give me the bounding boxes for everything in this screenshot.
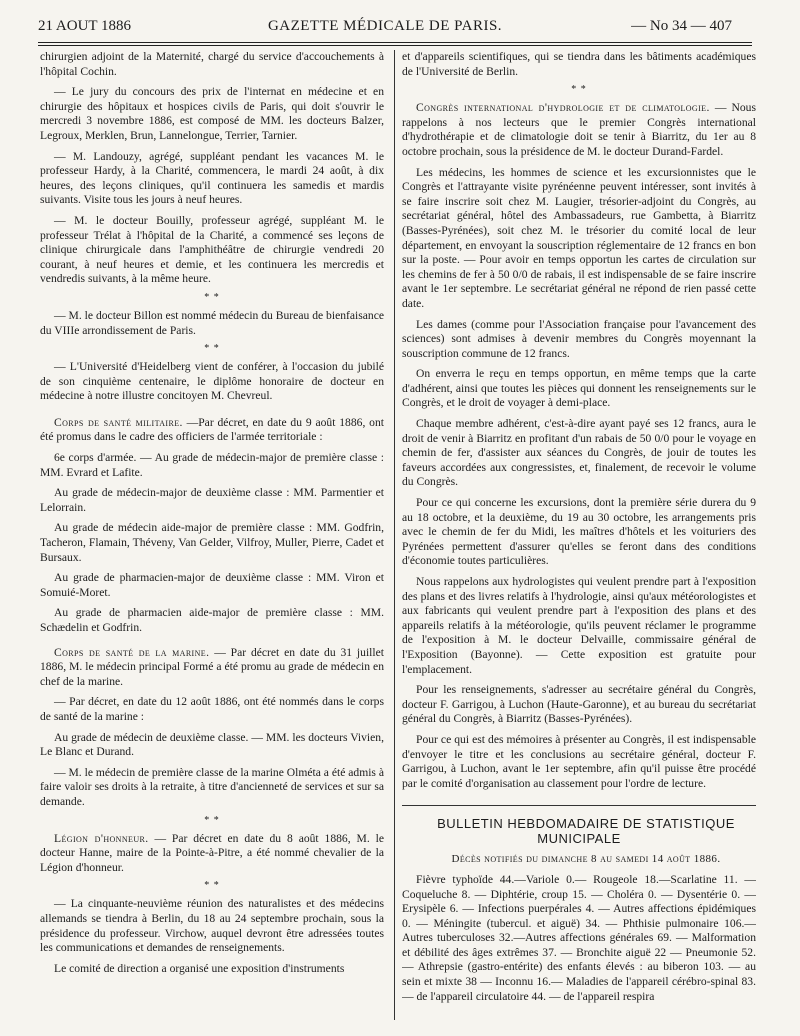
paragraph: Pour ce qui est des mémoires à présenter au Congrès, il est indispensable d'envoyer le titre et les conclusions au secrétaire général, docteur F. Garrigou, à Luchon, avant le 1er septembre, afin qu'il puisse être procédé par le comité d'organisation au classement pour l'ordre de lecture. [402, 732, 756, 790]
paragraph: — M. Landouzy, agrégé, suppléant pendant les vacances M. le professeur Hardy, à la Charité, commencera, le mardi 24 août, à dix heures, des leçons cliniques, qu'il continuera les samedis et mardis suivants. Visite tous les jours à neuf heures. [40, 149, 384, 207]
paragraph: Le comité de direction a organisé une exposition d'instruments [54, 961, 345, 975]
section-stars: * * [204, 291, 220, 303]
paragraph: — M. le docteur Billon est nommé médecin du Bureau de bienfaisance du VIIIe arrondissement de Paris. [40, 308, 384, 337]
header-date: 21 AOUT 1886 [38, 18, 132, 34]
paragraph: Les dames (comme pour l'Association française pour l'avancement des sciences) sont admises à devenir membres du Congrès moyennant la souscription commune de 12 francs. [402, 317, 756, 360]
section-stars: * * [204, 880, 220, 892]
bulletin-text: Fièvre typhoïde 44.—Variole 0.— Rougeole 18.—Scarlatine 11. — Coqueluche 8. — Diphtérie, croup 15. — Choléra 0. — Dysentérie 0. — Erysipèle 6. — Infections puerpérales 4. — Autres affections épidémiques 0. — Méningite (tubercul. et aiguë) 34. — Phthisie pulmonaire 106.— Autres tuberculoses 32.—Autres affections générales 69. — Malformation et débilité des âges extrêmes 37. — Bronchite aiguë 22 — Pneumonie 52. — Athrepsie (gastro-entérite) des enfants élevés : au biberon 103. — au sein et mixte 38 — Inconnu 16.— Maladies de l'appareil cérébro-spinal 83. — de l'appareil circulatoire 44. — de l'appareil respira [402, 872, 756, 1003]
paragraph: Chaque membre adhérent, c'est-à-dire ayant payé ses 12 francs, aura le droit de venir à Biarritz en profitant d'un rabais de 50 0/0 pour le voyage en chemin de fer, d'assister aux séances du Congrès, de jouir de toutes les faveurs accordées aux congressistes, et, finalement, de recevoir le volume du Congrès. [402, 417, 756, 489]
header-title: GAZETTE MÉDICALE DE PARIS. [267, 18, 503, 34]
bulletin-title: BULLETIN HEBDOMADAIRE DE STATISTIQUE MUNICIPALE [437, 816, 735, 847]
bulletin-subtitle: Décès notifiés du dimanche 8 au samedi 14 août 1886. [451, 853, 721, 866]
paragraph: chirurgien adjoint de la Maternité, chargé du service d'accouchements à l'hôpital Cochin. [40, 50, 384, 78]
paragraph: Pour les renseignements, s'adresser au secrétaire général du Congrès, docteur F. Garrigou, à Luchon (Haute-Garonne), et au bureau du secrétariat général du Congrès, à Biarritz (Basses-Pyrénées). [402, 683, 756, 726]
paragraph: et d'appareils scientifiques, qui se tiendra dans les bâtiments académiques de l'Université de Berlin. [402, 50, 756, 78]
paragraph: 6e corps d'armée. — Au grade de médecin-major de première classe : MM. Evrard et Lafite. [40, 451, 384, 479]
right-column [402, 50, 756, 1028]
paragraph: Au grade de médecin-major de deuxième classe : MM. Parmentier et Lelorrain. [40, 486, 384, 514]
paragraph [40, 832, 384, 876]
paragraph [40, 646, 384, 690]
header-rule [38, 42, 752, 43]
paragraph: Pour ce qui concerne les excursions, dont la première série durera du 9 au 18 octobre, et la deuxième, du 19 au 30 octobre, les arrangements pris avec le chemin de fer du Midi, les maîtres d'hôtels et les voituriers des Pyrénées permettent d'assurer qu'elles se feront dans des conditions d'économie toutes particulières. [402, 496, 756, 568]
paragraph: On enverra le reçu en temps opportun, en même temps que la carte d'adhérent, ainsi que toutes les pièces qui donnent les renseignements sur le Congrès, et le droit de voyager à demi-place. [402, 367, 756, 410]
paragraph-text: —Par décret, en date du 9 août 1886, ont été promus dans le cadre des officiers de l'armée territoriale : [40, 415, 384, 444]
paragraph-text: — Par décret en date du 8 août 1886, M. le docteur Hanne, maire de la Pointe-à-Pitre, a été nommé chevalier de la Légion d'honneur. [40, 831, 384, 874]
section-stars: * * [571, 84, 587, 96]
paragraph: Les médecins, les hommes de science et les excursionnistes que le Congrès et l'attrayante visite pyrénéenne peuvent intéresser, sont invités à se faire inscrire soit chez M. Laugier, trésorier-adjoint du Congrès, au secrétariat général, hôtel des Ambassadeurs, rue Gambetta, à Biarritz (Basses-Pyrénées), soit chez M. le trésorier du comité local de leur département, en envoyant la souscription réglementaire de 12 francs en bon sur la poste. — Pour avoir en temps opportun les cartes de circulation sur les chemins de fer à 50 0/0 de rabais, il est indispensable de se faire inscrire avant le 1er septembre. Le secrétariat général ne répond de rien passé cette date. [402, 165, 756, 310]
paragraph: — M. le médecin de première classe de la marine Olméta a été admis à faire valoir ses droits à la retraite, à titre d'ancienneté de services et sur sa demande. [40, 765, 384, 808]
paragraph [40, 416, 384, 445]
paragraph: Au grade de médecin de deuxième classe. — MM. les docteurs Vivien, Le Blanc et Durand. [40, 730, 384, 759]
section-label: Congrès international d'hydrologie et de climatologie. [416, 101, 710, 115]
paragraph: — Par décret, en date du 12 août 1886, ont été nommés dans le corps de santé de la marine : [40, 695, 384, 723]
section-label: Corps de santé de la marine. [54, 645, 210, 659]
section-label: Légion d'honneur. [54, 831, 149, 845]
paragraph: Au grade de pharmacien-major de deuxième classe : MM. Viron et Somuié-Moret. [40, 571, 384, 599]
paragraph: Au grade de pharmacien aide-major de première classe : MM. Schædelin et Godfrin. [40, 606, 384, 634]
section-label: Corps de santé militaire. [54, 415, 183, 429]
section-stars: * * [204, 814, 220, 826]
column-divider [394, 50, 395, 1020]
paragraph-text: — Par décret en date du 31 juillet 1886, M. le médecin principal Formé a été promu au grade de médecin en chef de la marine. [40, 645, 384, 688]
paragraph: — La cinquante-neuvième réunion des naturalistes et des médecins allemands se tiendra à Berlin, du 18 au 24 septembre prochain, sous la présidence du professeur. Virchow, auquel devront être adressées toutes les communications et demandes de renseignements. [40, 897, 384, 955]
paragraph: — L'Université d'Heidelberg vient de conférer, à l'occasion du jubilé de son cinquième centenaire, le diplôme honoraire de docteur en médecine à notre illustre concitoyen M. Chevreul. [40, 360, 384, 403]
paragraph: Au grade de médecin aide-major de première classe : MM. Godfrin, Tacheron, Flamain, Théveny, Van Gelder, Vilfroy, Muller, Pierre, Cadet et Bursaux. [40, 521, 384, 564]
paragraph [402, 101, 756, 159]
header-rule-thin [38, 45, 752, 46]
paragraph: — Le jury du concours des prix de l'internat en médecine et en chirurgie des hôpitaux et hospices civils de Paris, qui doit s'ouvrir le mercredi 3 novembre 1886, est composé de MM. les docteurs Balzer, Legroux, Merklen, Brun, Lannelongue, Terrier, Tarnier. [40, 85, 384, 142]
header-issue: — No 34 — 407 [631, 18, 732, 34]
paragraph: — M. le docteur Bouilly, professeur agrégé, suppléant M. le professeur Trélat à l'hôpital de la Charité, a commencé ses leçons de clinique chirurgicale dans l'amphithéâtre de chirurgie vendredi 20 courant, à neuf heures et demie, et les continuera les mercredis et vendredis suivants, à la même heure. [40, 213, 384, 286]
bulletin-section [402, 805, 756, 1004]
left-column [40, 50, 384, 1028]
page-header [38, 18, 732, 40]
section-stars: * * [204, 343, 220, 355]
paragraph: Nous rappelons aux hydrologistes qui veulent prendre part à l'exposition des plans et des livres relatifs à l'hydrologie, ainsi qu'aux météorologistes et aux fabricants qui veulent prendre part à l'exposition des plans et des appareils relatifs à la météorologie, qu'ils peuvent réclamer le programme de l'exposition à M. le docteur Delvaille, commissaire général de l'Exposition (Bayonne). — Cette exposition est gratuite pour l'emplacement. [402, 575, 756, 676]
paragraph-text: — Nous rappelons à nos lecteurs que le premier Congrès international d'hydrothérapie et de climatologie doit se tenir à Biarritz, du 1er au 8 octobre prochain, sous la présidence de M. le docteur Durand-Fardel. [402, 101, 756, 158]
